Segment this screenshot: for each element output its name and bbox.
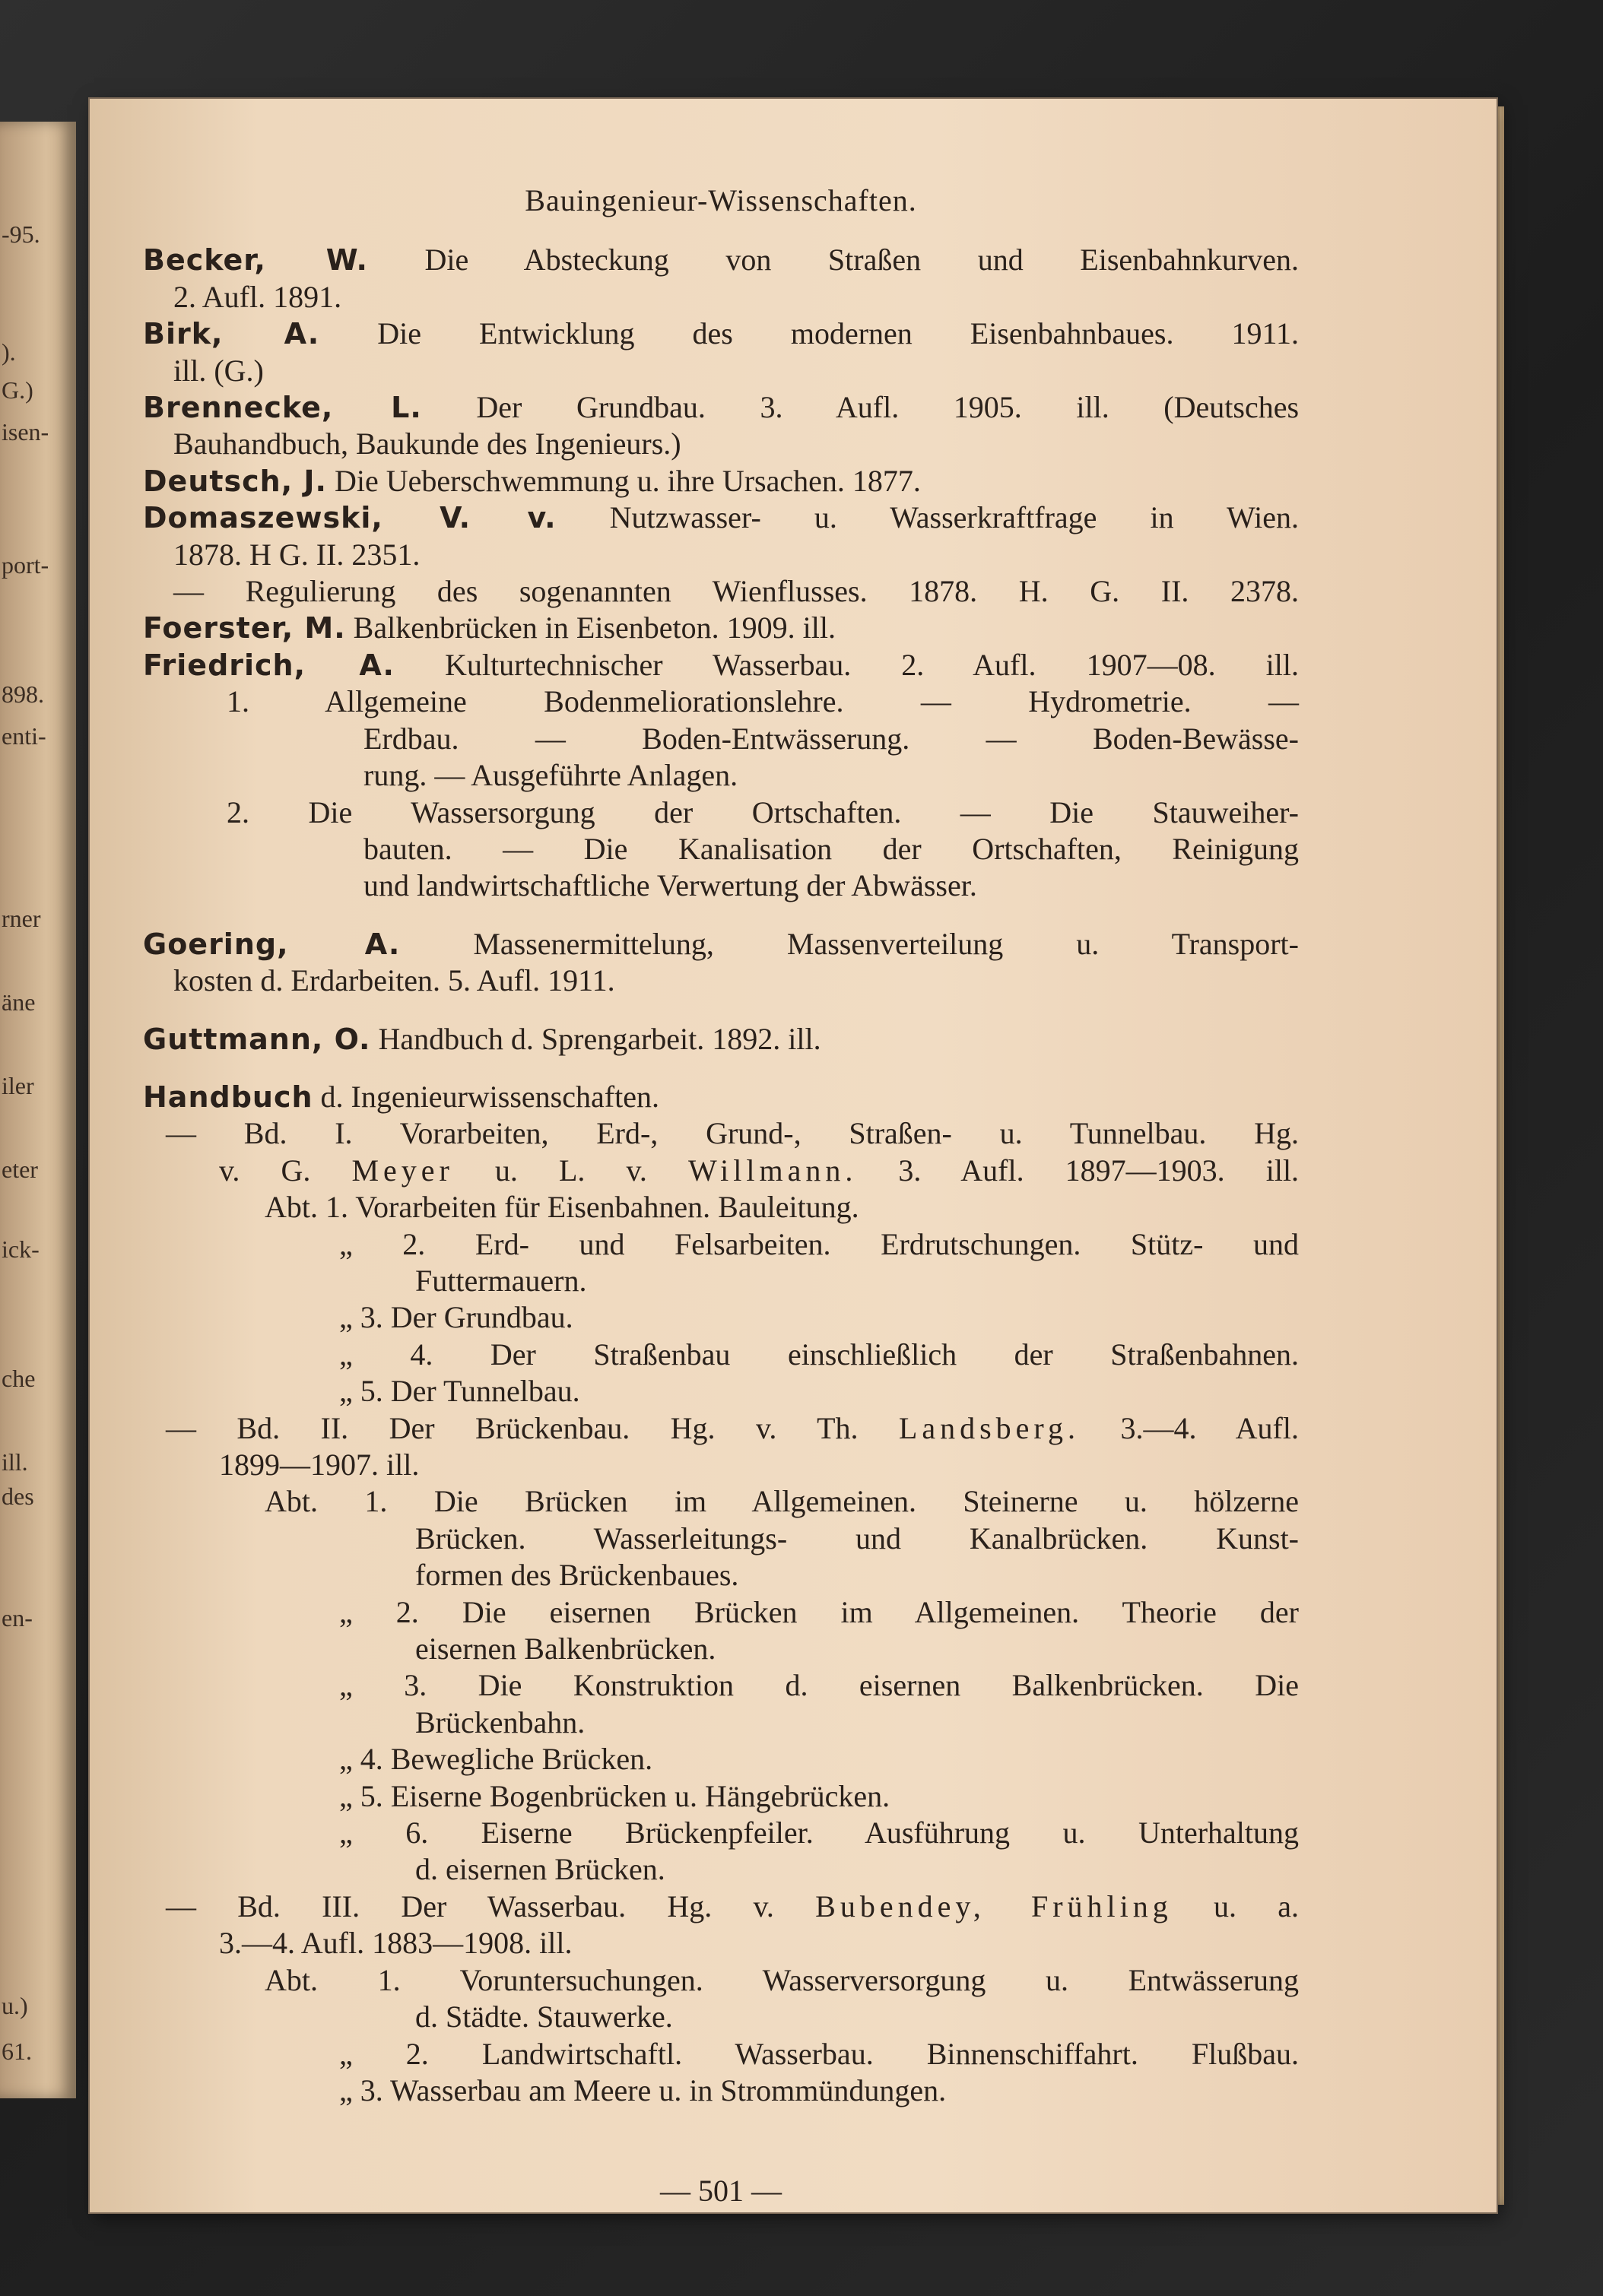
volume-3 — [143, 1888, 1299, 1925]
volume-2 — [143, 1410, 1299, 1447]
entry-title: Die Ueberschwemmung u. ihre Ursachen. 1877. — [334, 463, 921, 498]
margin-fragment: G.) — [2, 376, 33, 404]
entry-author: Becker, W. — [143, 243, 368, 277]
editor-name: Bubendey, Frühling — [815, 1888, 1173, 1923]
text: 3. Aufl. 1897—1903. ill. — [898, 1153, 1300, 1188]
subentry-continuation: und landwirtschaftliche Verwertung der Abwässer. — [363, 868, 977, 903]
editor-name: Willmann. — [687, 1153, 858, 1188]
entry-continuation: 1878. H G. II. 2351. — [173, 537, 421, 572]
subentry-continuation: Futtermauern. — [415, 1263, 587, 1298]
margin-fragment: iler — [2, 1072, 34, 1099]
page-number: — 501 — — [660, 2174, 782, 2208]
subentry-continuation: Brücken. Wasserleitungs- und Kanalbrücken. Kunst- — [415, 1521, 1299, 1556]
margin-fragment: enti- — [2, 722, 46, 750]
margin-fragment: 898. — [2, 680, 44, 708]
margin-fragment: port- — [2, 551, 49, 579]
margin-fragment: en- — [2, 1604, 33, 1632]
subentry: 2. Die Wassersorgung der Ortschaften. — Die Stauweiher- — [227, 794, 1299, 829]
subentry-continuation: eisernen Balkenbrücken. — [415, 1632, 716, 1667]
subentry-continuation: d. Städte. Stauwerke. — [415, 1999, 673, 2034]
margin-fragment: eter — [2, 1156, 38, 1183]
entry-title: Massenermittelung, Massenverteilung u. Transport- — [473, 926, 1299, 961]
text: v. G. — [219, 1153, 311, 1188]
editor-name: Meyer — [351, 1153, 454, 1188]
subentry: „ 6. Eiserne Brückenpfeiler. Ausführung u. Unterhaltung — [339, 1816, 1299, 1850]
entry-author: Foerster, M. — [143, 611, 346, 645]
entry-author: Deutsch, J. — [143, 464, 327, 498]
entry-author: Brennecke, L. — [143, 391, 422, 425]
entry-title: Handbuch d. Sprengarbeit. 1892. ill. — [378, 1021, 821, 1056]
page-header: Bauingenieur-Wissenschaften. — [525, 183, 917, 217]
page-text — [143, 182, 1299, 2109]
entry-author: Domaszewski, V. v. — [143, 501, 557, 535]
entry-author: Goering, A. — [143, 927, 401, 961]
subentry: „ 5. Eiserne Bogenbrücken u. Hängebrücken. — [339, 1778, 890, 1813]
entry-goering — [143, 926, 1299, 1000]
entry-title: Die Entwicklung des modernen Eisenbahnbaues. 1911. — [377, 316, 1300, 351]
subentry-continuation: d. eisernen Brücken. — [415, 1852, 665, 1887]
entry-title: d. Ingenieurwissenschaften. — [320, 1079, 659, 1114]
subentry: „ 4. Der Straßenbau einschließlich der Straßenbahnen. — [339, 1337, 1299, 1372]
volume-3-edition: 3.—4. Aufl. 1883—1908. ill. — [219, 1926, 573, 1961]
margin-fragment: che — [2, 1365, 36, 1392]
margin-fragment: äne — [2, 988, 36, 1016]
subentry: „ 3. Die Konstruktion d. eisernen Balkenbrücken. Die — [339, 1668, 1299, 1703]
subentry: Abt. 1. Voruntersuchungen. Wasserversorgung u. Entwässerung — [265, 1962, 1299, 1997]
margin-fragment: ill. — [2, 1448, 28, 1476]
entry-title: Nutzwasser- u. Wasserkraftfrage in Wien. — [609, 500, 1299, 535]
entry-birk — [143, 316, 1299, 389]
entry-author: Birk, A. — [143, 317, 320, 351]
subentry: „ 2. Landwirtschaftl. Wasserbau. Binnenschiffahrt. Flußbau. — [339, 2036, 1299, 2071]
subentry: 1. Allgemeine Bodenmeliorationslehre. — Hydrometrie. — — [227, 684, 1299, 719]
entry-deutsch — [143, 463, 1299, 499]
entry-continuation: Bauhandbuch, Baukunde des Ingenieurs.) — [173, 427, 681, 461]
entry-author: Friedrich, A. — [143, 648, 395, 682]
subentry-continuation: formen des Brückenbaues. — [415, 1558, 739, 1593]
margin-fragment: rner — [2, 905, 41, 932]
text: u. a. — [1214, 1888, 1300, 1923]
entry-handbuch — [143, 1079, 1299, 2109]
subentry: „ 3. Wasserbau am Meere u. in Strommündungen. — [339, 2072, 947, 2107]
margin-fragment: des — [2, 1483, 34, 1510]
subentry: „ 4. Bewegliche Brücken. — [339, 1742, 653, 1777]
editor-name: Landsberg. — [898, 1410, 1081, 1445]
subentry: Abt. 1. Die Brücken im Allgemeinen. Steinerne u. hölzerne — [265, 1484, 1299, 1519]
margin-fragment: 61. — [2, 2038, 32, 2065]
subentry: „ 5. Der Tunnelbau. — [339, 1374, 580, 1409]
subentry: „ 2. Die eisernen Brücken im Allgemeinen. Theorie der — [339, 1594, 1299, 1629]
entry-title: Kulturtechnischer Wasserbau. 2. Aufl. 1907—08. ill. — [445, 647, 1300, 682]
entry-author: Guttmann, O. — [143, 1022, 371, 1056]
entry-continuation: kosten d. Erdarbeiten. 5. Aufl. 1911. — [173, 963, 615, 998]
entry-becker — [143, 242, 1299, 316]
volume-2-edition: 1899—1907. ill. — [219, 1448, 420, 1482]
margin-fragment: u.) — [2, 1992, 28, 2019]
subentry: „ 3. Der Grundbau. — [339, 1300, 573, 1335]
margin-fragment: ). — [2, 338, 16, 366]
subentry-continuation: Erdbau. — Boden-Entwässerung. — Boden-Bewässe- — [363, 721, 1299, 756]
subentry: Abt. 1. Vorarbeiten für Eisenbahnen. Bauleitung. — [265, 1190, 859, 1225]
entry-domaszewski — [143, 499, 1299, 610]
entry-continuation: 2. Aufl. 1891. — [173, 279, 342, 314]
margin-fragment: ick- — [2, 1235, 40, 1263]
volume-1-editors — [143, 1153, 1299, 1189]
entry-author: Handbuch — [143, 1080, 313, 1114]
entry-guttmann — [143, 1021, 1299, 1058]
volume-1: — Bd. I. Vorarbeiten, Erd-, Grund-, Straßen- u. Tunnelbau. Hg. — [166, 1116, 1299, 1151]
subentry-continuation: bauten. — Die Kanalisation der Ortschaften, Reinigung — [363, 831, 1299, 866]
text: — Bd. III. Der Wasserbau. Hg. v. — [166, 1888, 774, 1923]
entry-foerster — [143, 610, 1299, 646]
text: — Bd. II. Der Brückenbau. Hg. v. Th. — [166, 1410, 859, 1445]
margin-fragment: isen- — [2, 418, 49, 446]
entry-title: Balkenbrücken in Eisenbeton. 1909. ill. — [353, 610, 836, 645]
entry-continuation: ill. (G.) — [173, 353, 264, 388]
subentry: „ 2. Erd- und Felsarbeiten. Erdrutschungen. Stütz- und — [339, 1226, 1299, 1261]
entry-friedrich — [143, 647, 1299, 905]
entry-brennecke — [143, 389, 1299, 463]
text: u. L. v. — [494, 1153, 647, 1188]
entry-title: Der Grundbau. 3. Aufl. 1905. ill. (Deutsches — [476, 390, 1300, 425]
margin-fragment: -95. — [2, 220, 40, 248]
entry-title: Die Absteckung von Straßen und Eisenbahnkurven. — [424, 243, 1299, 277]
subentry-continuation: rung. — Ausgeführte Anlagen. — [363, 758, 738, 793]
left-page-margin — [0, 122, 76, 2098]
entry-title: — Regulierung des sogenannten Wienflusses. 1878. H. G. II. 2378. — [173, 574, 1299, 609]
text: 3.—4. Aufl. — [1120, 1410, 1299, 1445]
subentry-continuation: Brückenbahn. — [415, 1705, 586, 1739]
